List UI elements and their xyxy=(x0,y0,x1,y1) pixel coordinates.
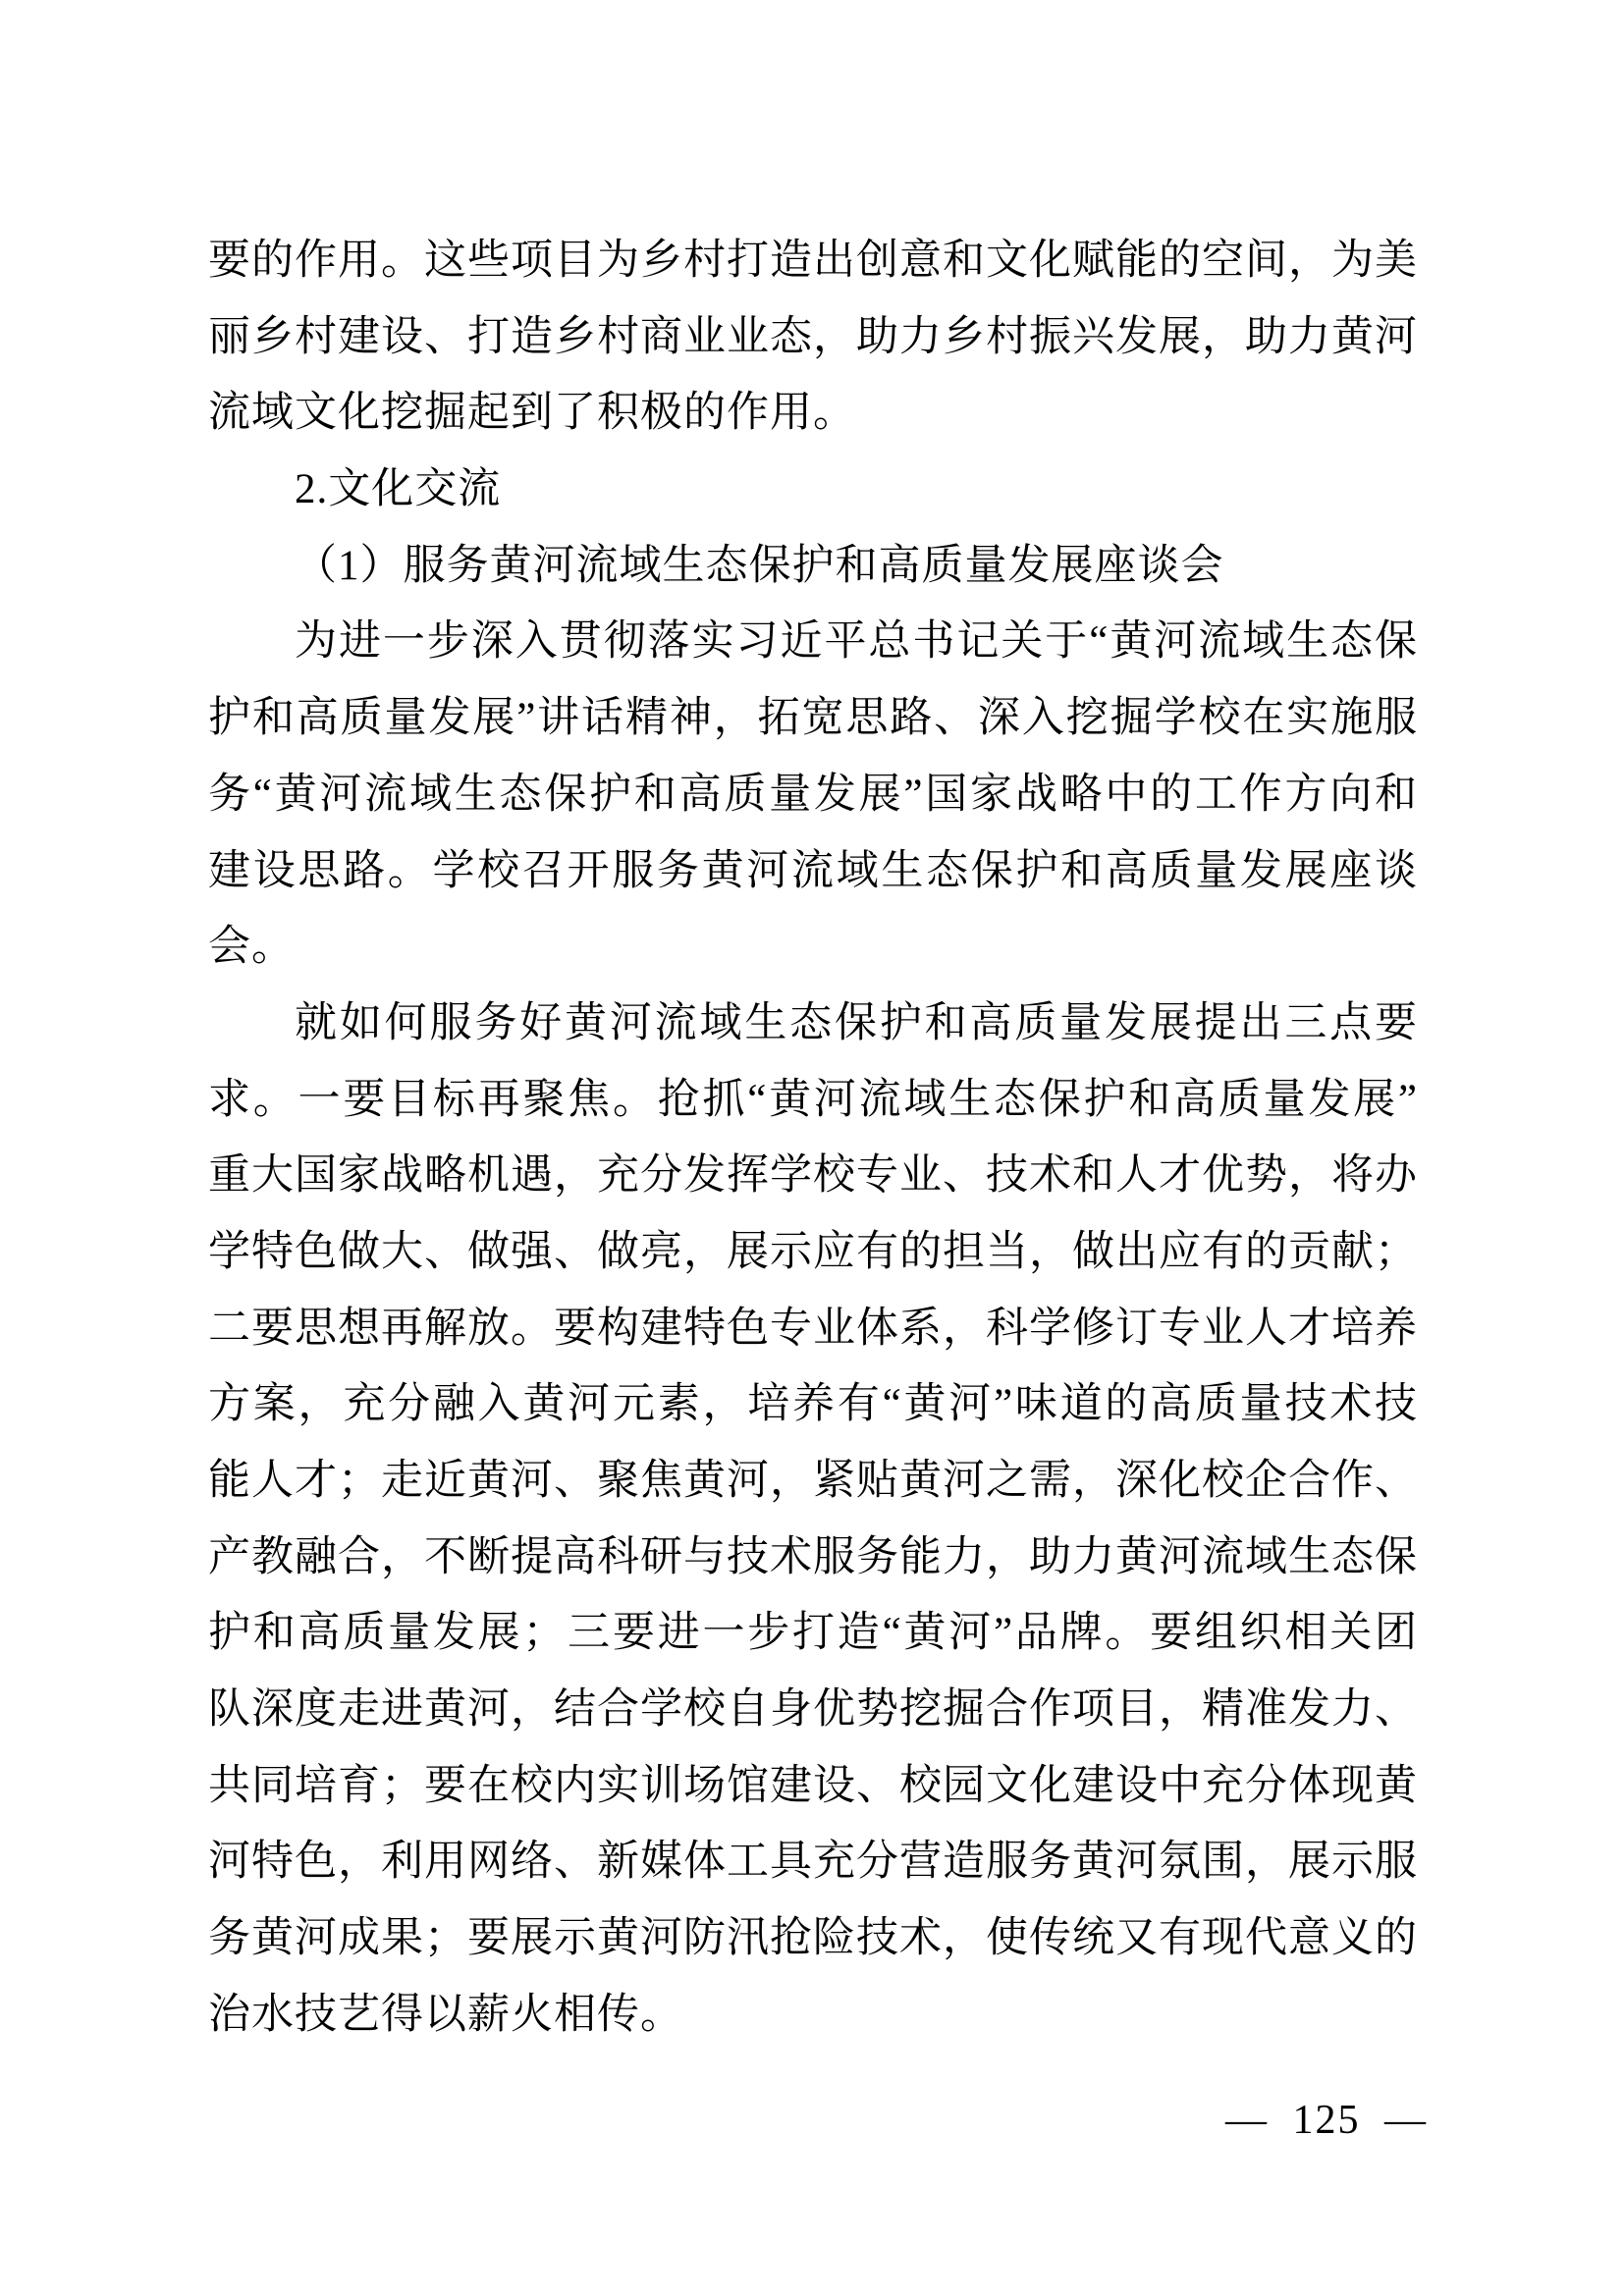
body-text-line: 流域文化挖掘起到了积极的作用。 xyxy=(208,390,856,437)
text-block xyxy=(208,223,1418,2054)
body-text-line: 会。 xyxy=(208,924,295,971)
body-text-line: 为进一步深入贯彻落实习近平总书记关于“黄河流域生态保 xyxy=(295,618,1418,666)
body-text-line: 河特色，利用网络、新媒体工具充分营造服务黄河氛围，展示服 xyxy=(208,1839,1418,1886)
body-text-line: 能人才；走近黄河、聚焦黄河，紧贴黄河之需，深化校企合作、 xyxy=(208,1458,1418,1504)
body-text-line: 共同培育；要在校内实训场馆建设、校园文化建设中充分体现黄 xyxy=(208,1762,1418,1809)
body-text-line: 队深度走进黄河，结合学校自身优势挖掘合作项目，精准发力、 xyxy=(208,1686,1418,1734)
section-heading-line: 2.文化交流 xyxy=(295,466,502,513)
body-text-line: 要的作用。这些项目为乡村打造出创意和文化赋能的空间，为美 xyxy=(208,238,1418,284)
body-text-line: 治水技艺得以薪火相传。 xyxy=(208,1991,683,2038)
body-text-line: 产教融合，不断提高科研与技术服务能力，助力黄河流域生态保 xyxy=(208,1533,1418,1580)
subsection-heading-line: （1）服务黄河流域生态保护和高质量发展座谈会 xyxy=(295,542,1224,589)
body-text-line: 二要思想再解放。要构建特色专业体系，科学修订专业人才培养 xyxy=(208,1305,1418,1352)
body-text-line: 建设思路。学校召开服务黄河流域生态保护和高质量发展座谈 xyxy=(208,847,1418,894)
body-text-line: 护和高质量发展”讲话精神，拓宽思路、深入挖掘学校在实施服 xyxy=(208,695,1418,742)
body-text-line: 务“黄河流域生态保护和高质量发展”国家战略中的工作方向和 xyxy=(208,771,1418,818)
body-text-line: 重大国家战略机遇，充分发挥学校专业、技术和人才优势，将办 xyxy=(208,1152,1418,1200)
body-text-line: 就如何服务好黄河流域生态保护和高质量发展提出三点要 xyxy=(295,999,1418,1046)
body-text-line: 求。一要目标再聚焦。抢抓“黄河流域生态保护和高质量发展” xyxy=(208,1076,1418,1123)
body-text-line: 学特色做大、做强、做亮，展示应有的担当，做出应有的贡献； xyxy=(208,1228,1418,1275)
body-text-line: 护和高质量发展；三要进一步打造“黄河”品牌。要组织相关团 xyxy=(208,1610,1418,1657)
body-text-line: 务黄河成果；要展示黄河防汛抢险技术，使传统又有现代意义的 xyxy=(208,1915,1418,1962)
body-text-line: 方案，充分融入黄河元素，培养有“黄河”味道的高质量技术技 xyxy=(208,1381,1418,1428)
body-text-line: 丽乡村建设、打造乡村商业业态，助力乡村振兴发展，助力黄河 xyxy=(208,313,1418,360)
page-number: — 125 — xyxy=(1225,2098,1428,2143)
